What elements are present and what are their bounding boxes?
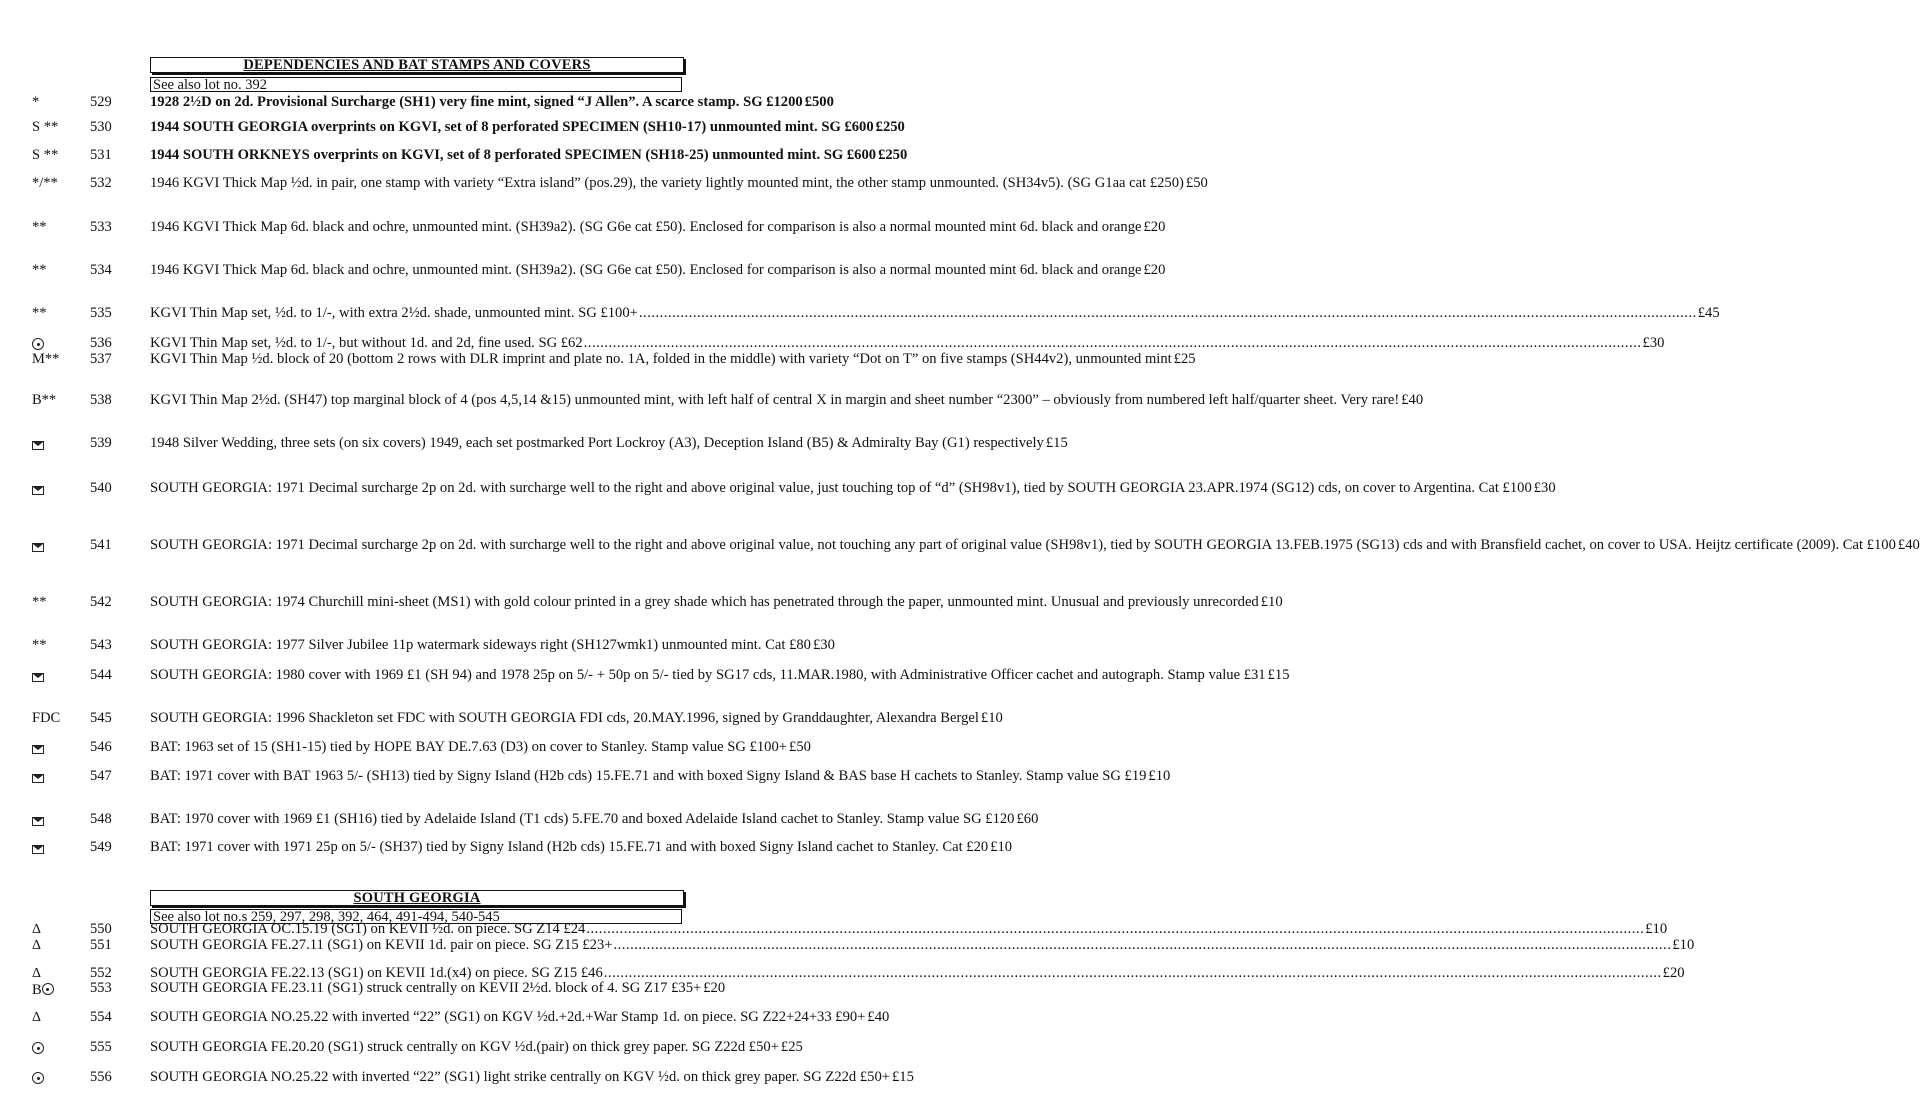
lot-description-text: SOUTH GEORGIA: 1977 Silver Jubilee 11p watermark sideways right (SH127wmk1) unmounted mint. Cat £80 — [150, 637, 811, 653]
lot-estimate-price: £45 — [1697, 305, 1720, 321]
lot-estimate-price: £15 — [1045, 435, 1068, 451]
lot-description — [150, 1039, 803, 1055]
lot-estimate-price: £50 — [1185, 175, 1208, 191]
lot-number: 546 — [90, 739, 112, 755]
lot-number: 534 — [90, 262, 112, 278]
lot-description — [150, 175, 1208, 191]
lot-number: 543 — [90, 637, 112, 653]
lot-description-text: 1948 Silver Wedding, three sets (on six covers) 1949, each set postmarked Port Lockroy (A3), Deception Island (B5) & Admiralty Bay (G1) respectively — [150, 435, 1044, 451]
lot-number: 545 — [90, 710, 112, 726]
lot-number: 544 — [90, 667, 112, 683]
lot-condition — [32, 841, 44, 855]
lot-number: 538 — [90, 392, 112, 408]
leader-dots — [586, 923, 1644, 937]
lot-estimate-price: £15 — [891, 1069, 914, 1085]
lot-description — [150, 980, 726, 996]
lot-condition — [32, 669, 44, 683]
lot-number: 530 — [90, 119, 112, 135]
lot-condition — [32, 1071, 44, 1087]
lot-number: 551 — [90, 937, 112, 953]
lot-number: 536 — [90, 335, 112, 351]
lot-description — [150, 335, 1665, 351]
lot-description-text: KGVI Thin Map set, ½d. to 1/-, with extra 2½d. shade, unmounted mint. SG £100+ — [150, 305, 638, 321]
lot-number: 532 — [90, 175, 112, 191]
lot-description — [150, 305, 1720, 321]
lot-description — [150, 351, 1196, 367]
cover-envelope-icon — [32, 673, 44, 682]
lot-condition — [32, 982, 54, 998]
lot-description — [150, 739, 811, 755]
lot-description-text: 1946 KGVI Thick Map 6d. black and ochre, unmounted mint. (SH39a2). (SG G6e cat £50). Enclosed for comparison is also a normal mounted mint 6d. black and orange — [150, 262, 1142, 278]
lot-estimate-price: £50 — [789, 739, 811, 755]
lot-number: 539 — [90, 435, 112, 451]
lot-description-text: SOUTH GEORGIA FE.22.13 (SG1) on KEVII 1d.(x4) on piece. SG Z15 £46 — [150, 965, 603, 981]
lot-estimate-price: £20 — [1662, 965, 1685, 981]
lot-number: 556 — [90, 1069, 112, 1085]
leader-dots — [604, 967, 1662, 981]
lot-estimate-price: £20 — [1143, 262, 1166, 278]
lot-description — [150, 1009, 890, 1025]
see-also-note: See also lot no. 392 — [150, 77, 682, 92]
lot-estimate-price: £60 — [1016, 811, 1039, 827]
lot-description — [150, 435, 1068, 451]
lot-description-text: SOUTH GEORGIA: 1996 Shackleton set FDC with SOUTH GEORGIA FDI cds, 20.MAY.1996, signed by Granddaughter, Alexandra Bergel — [150, 710, 979, 726]
lot-condition — [32, 741, 44, 755]
lot-description — [150, 1069, 914, 1085]
lot-description — [150, 937, 1695, 953]
lot-condition: ** — [32, 219, 47, 235]
lot-condition — [32, 1041, 44, 1057]
cover-envelope-icon — [32, 441, 44, 450]
lot-number: 541 — [90, 537, 112, 553]
lot-description-text: SOUTH GEORGIA OC.15.19 (SG1) on KEVII ½d. on piece. SG Z14 £24 — [150, 921, 586, 937]
lot-estimate-price: £25 — [780, 1039, 803, 1055]
lot-condition: ** — [32, 594, 47, 610]
lot-description-text: SOUTH GEORGIA FE.23.11 (SG1) struck centrally on KEVII 2½d. block of 4. SG Z17 £35+ — [150, 980, 702, 996]
used-circle-icon — [32, 1042, 44, 1054]
lot-estimate-price: £30 — [1533, 480, 1556, 496]
cover-envelope-icon — [32, 845, 44, 854]
lot-estimate-price: £10 — [980, 710, 1003, 726]
lot-description — [150, 480, 1556, 496]
lot-condition: M** — [32, 351, 60, 367]
see-also-note: See also lot no.s 259, 297, 298, 392, 464, 491-494, 540-545 — [150, 909, 682, 924]
lot-estimate-price: £15 — [1267, 667, 1290, 683]
lot-number: 554 — [90, 1009, 112, 1025]
lot-description — [150, 768, 1171, 784]
section-title-dependencies: DEPENDENCIES AND BAT STAMPS AND COVERS — [150, 57, 684, 73]
leader-dots — [584, 337, 1642, 351]
lot-estimate-price: £10 — [1645, 921, 1668, 937]
lot-condition — [32, 482, 44, 496]
lot-description — [150, 594, 1283, 610]
lot-condition — [32, 813, 44, 827]
lot-condition: ** — [32, 262, 47, 278]
lot-estimate-price: £10 — [990, 839, 1013, 855]
lot-description-text: SOUTH GEORGIA: 1971 Decimal surcharge 2p on 2d. with surcharge well to the right and above original value, just touching top of “d” (SH98v1), tied by SOUTH GEORGIA 23.APR.1974 (SG12) cds, on cover to Argentina. Cat £100 — [150, 480, 1532, 496]
used-circle-icon — [42, 983, 54, 995]
lot-description-text: SOUTH GEORGIA FE.20.20 (SG1) struck centrally on KGV ½d.(pair) on thick grey paper. SG Z22d £50+ — [150, 1039, 779, 1055]
lot-condition: Δ — [32, 938, 42, 953]
lot-condition: FDC — [32, 710, 61, 726]
section-title-south-georgia: SOUTH GEORGIA — [150, 890, 684, 906]
lot-condition: Δ — [32, 922, 42, 937]
lot-number: 540 — [90, 480, 112, 496]
lot-condition: * — [32, 94, 40, 110]
lot-description — [150, 392, 1424, 408]
lot-description — [150, 94, 834, 110]
leader-dots — [613, 939, 1671, 953]
lot-estimate-price: £250 — [878, 147, 908, 163]
lot-number: 552 — [90, 965, 112, 981]
lot-estimate-price: £40 — [867, 1009, 890, 1025]
lot-description-text: SOUTH GEORGIA: 1980 cover with 1969 £1 (SH 94) and 1978 25p on 5/- + 50p on 5/- tied by SG17 cds, 11.MAR.1980, with Administrative Officer cachet and autograph. Stamp value £31 — [150, 667, 1266, 683]
used-circle-icon — [32, 1072, 44, 1084]
lot-description — [150, 839, 1013, 855]
cover-envelope-icon — [32, 543, 44, 552]
lot-estimate-price: £30 — [1642, 335, 1665, 351]
lot-description-text: KGVI Thin Map set, ½d. to 1/-, but without 1d. and 2d, fine used. SG £62 — [150, 335, 583, 351]
lot-estimate-price: £40 — [1897, 537, 1920, 553]
used-circle-icon — [32, 338, 44, 350]
lot-estimate-price: £10 — [1672, 937, 1695, 953]
lot-description-text: SOUTH GEORGIA FE.27.11 (SG1) on KEVII 1d. pair on piece. SG Z15 £23+ — [150, 937, 613, 953]
lot-description-text: KGVI Thin Map 2½d. (SH47) top marginal block of 4 (pos 4,5,14 &15) unmounted mint, with left half of central X in margin and sheet number “2300” – obviously from numbered left half/quarter sheet. Very rare! — [150, 392, 1400, 408]
lot-number: 531 — [90, 147, 112, 163]
lot-description-text: SOUTH GEORGIA: 1971 Decimal surcharge 2p on 2d. with surcharge well to the right and above original value, not touching any part of original value (SH98v1), tied by SOUTH GEORGIA 13.FEB.1975 (SG13) cds and with Bransfield cachet, on cover to USA. Heijtz certificate (2009). Cat £100 — [150, 537, 1896, 553]
lot-description-text: 1944 SOUTH GEORGIA overprints on KGVI, set of 8 perforated SPECIMEN (SH10-17) unmounted mint. SG £600 — [150, 119, 874, 135]
lot-description — [150, 537, 1920, 553]
lot-estimate-price: £25 — [1173, 351, 1196, 367]
lot-description — [150, 119, 905, 135]
lot-description — [150, 637, 835, 653]
lot-condition: Δ — [32, 966, 42, 981]
lot-description-text: 1946 KGVI Thick Map 6d. black and ochre, unmounted mint. (SH39a2). (SG G6e cat £50). Enclosed for comparison is also a normal mounted mint 6d. black and orange — [150, 219, 1142, 235]
lot-description-text: BAT: 1963 set of 15 (SH1-15) tied by HOPE BAY DE.7.63 (D3) on cover to Stanley. Stamp value SG £100+ — [150, 739, 788, 755]
lot-condition: S ** — [32, 147, 59, 163]
lot-estimate-price: £10 — [1260, 594, 1283, 610]
lot-estimate-price: £40 — [1401, 392, 1424, 408]
lot-condition — [32, 437, 44, 451]
lot-number: 535 — [90, 305, 112, 321]
block-letter: B — [32, 982, 42, 998]
lot-description-text: SOUTH GEORGIA NO.25.22 with inverted “22” (SG1) light strike centrally on KGV ½d. on thick grey paper. SG Z22d £50+ — [150, 1069, 890, 1085]
lot-description — [150, 710, 1003, 726]
lot-condition: ** — [32, 305, 47, 321]
lot-description-text: SOUTH GEORGIA NO.25.22 with inverted “22” (SG1) on KGV ½d.+2d.+War Stamp 1d. on piece. SG Z22+24+33 £90+ — [150, 1009, 866, 1025]
lot-number: 555 — [90, 1039, 112, 1055]
lot-estimate-price: £250 — [875, 119, 905, 135]
cover-envelope-icon — [32, 486, 44, 495]
lot-description — [150, 147, 908, 163]
lot-description-text: BAT: 1971 cover with BAT 1963 5/- (SH13) tied by Signy Island (H2b cds) 15.FE.71 and with boxed Signy Island & BAS base H cachets to Stanley. Stamp value SG £19 — [150, 768, 1147, 784]
lot-condition — [32, 770, 44, 784]
leader-dots — [639, 307, 1697, 321]
lot-number: 533 — [90, 219, 112, 235]
lot-description-text: SOUTH GEORGIA: 1974 Churchill mini-sheet (MS1) with gold colour printed in a grey shade which has penetrated through the paper, unmounted mint. Unusual and previously unrecorded — [150, 594, 1259, 610]
lot-number: 549 — [90, 839, 112, 855]
lot-description — [150, 219, 1166, 235]
lot-description — [150, 667, 1290, 683]
cover-envelope-icon — [32, 817, 44, 826]
lot-description-text: KGVI Thin Map ½d. block of 20 (bottom 2 rows with DLR imprint and plate no. 1A, folded in the middle) with variety “Dot on T” on five stamps (SH44v2), unmounted mint — [150, 351, 1172, 367]
lot-number: 529 — [90, 94, 112, 110]
lot-condition: S ** — [32, 119, 59, 135]
lot-description — [150, 811, 1039, 827]
lot-condition: B** — [32, 392, 57, 408]
lot-condition — [32, 539, 44, 553]
lot-number: 548 — [90, 811, 112, 827]
lot-condition: ** — [32, 637, 47, 653]
lot-estimate-price: £20 — [1143, 219, 1166, 235]
lot-description — [150, 965, 1685, 981]
lot-estimate-price: £30 — [812, 637, 835, 653]
lot-description — [150, 921, 1668, 937]
lot-condition: Δ — [32, 1010, 42, 1025]
lot-description-text: BAT: 1970 cover with 1969 £1 (SH16) tied by Adelaide Island (T1 cds) 5.FE.70 and boxed Adelaide Island cachet to Stanley. Stamp value SG £120 — [150, 811, 1015, 827]
lot-estimate-price: £10 — [1148, 768, 1171, 784]
lot-number: 547 — [90, 768, 112, 784]
cover-envelope-icon — [32, 745, 44, 754]
lot-number: 542 — [90, 594, 112, 610]
lot-description-text: BAT: 1971 cover with 1971 25p on 5/- (SH37) tied by Signy Island (H2b cds) 15.FE.71 and with boxed Signy Island cachet to Stanley. Cat £20 — [150, 839, 989, 855]
lot-description-text: 1946 KGVI Thick Map ½d. in pair, one stamp with variety “Extra island” (pos.29), the variety lightly mounted mint, the other stamp unmounted. (SH34v5). (SG G1aa cat £250) — [150, 175, 1184, 191]
cover-envelope-icon — [32, 774, 44, 783]
lot-number: 553 — [90, 980, 112, 996]
lot-number: 537 — [90, 351, 112, 367]
lot-description-text: 1944 SOUTH ORKNEYS overprints on KGVI, set of 8 perforated SPECIMEN (SH18-25) unmounted mint. SG £600 — [150, 147, 877, 163]
lot-condition: */** — [32, 175, 58, 191]
lot-description-text: 1928 2½D on 2d. Provisional Surcharge (SH1) very fine mint, signed “J Allen”. A scarce stamp. SG £1200 — [150, 94, 803, 110]
lot-estimate-price: £20 — [703, 980, 726, 996]
lot-estimate-price: £500 — [804, 94, 834, 110]
lot-description — [150, 262, 1166, 278]
lot-number: 550 — [90, 921, 112, 937]
